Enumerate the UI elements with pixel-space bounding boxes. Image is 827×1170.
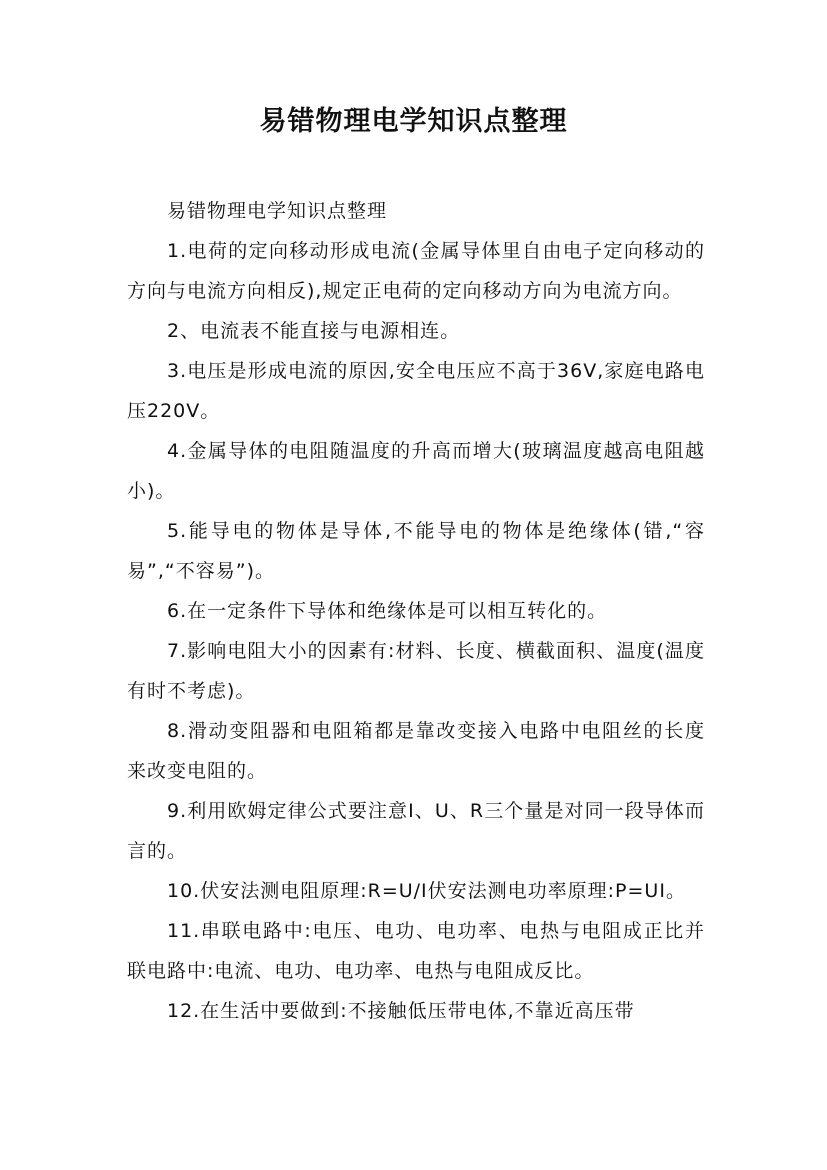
- paragraph-5: 5.能导电的物体是导体,不能导电的物体是绝缘体(错,“容易”,“不容易”)。: [127, 520, 705, 582]
- paragraph-12: 12.在生活中要做到:不接触低压带电体,不靠近高压带: [167, 1000, 635, 1022]
- paragraph-3: 3.电压是形成电流的原因,安全电压应不高于36V,家庭电路电压220V。: [127, 360, 705, 422]
- paragraph-11: 11.串联电路中:电压、电功、电功率、电热与电阻成正比并联电路中:电流、电功、电功率、电热与电阻成反比。: [127, 920, 705, 982]
- paragraph-8: 8.滑动变阻器和电阻箱都是靠改变接入电路中电阻丝的长度来改变电阻的。: [127, 720, 705, 782]
- paragraph-7: 7.影响电阻大小的因素有:材料、长度、横截面积、温度(温度有时不考虑)。: [127, 640, 705, 702]
- paragraph-10: 10.伏安法测电阻原理:R=U/I伏安法测电功率原理:P=UI。: [167, 880, 686, 902]
- paragraph-4: 4.金属导体的电阻随温度的升高而增大(玻璃温度越高电阻越小)。: [127, 440, 705, 502]
- document-title: 易错物理电学知识点整理: [259, 106, 568, 137]
- paragraph-6: 6.在一定条件下导体和绝缘体是可以相互转化的。: [167, 600, 608, 622]
- document-body: [127, 191, 705, 1031]
- paragraph-9: 9.利用欧姆定律公式要注意I、U、R三个量是对同一段导体而言的。: [127, 800, 705, 862]
- document-subtitle: 易错物理电学知识点整理: [167, 200, 388, 222]
- paragraph-2: 2、电流表不能直接与电源相连。: [167, 320, 461, 342]
- paragraph-1: 1.电荷的定向移动形成电流(金属导体里自由电子定向移动的方向与电流方向相反),规定正电荷的定向移动方向为电流方向。: [127, 240, 705, 302]
